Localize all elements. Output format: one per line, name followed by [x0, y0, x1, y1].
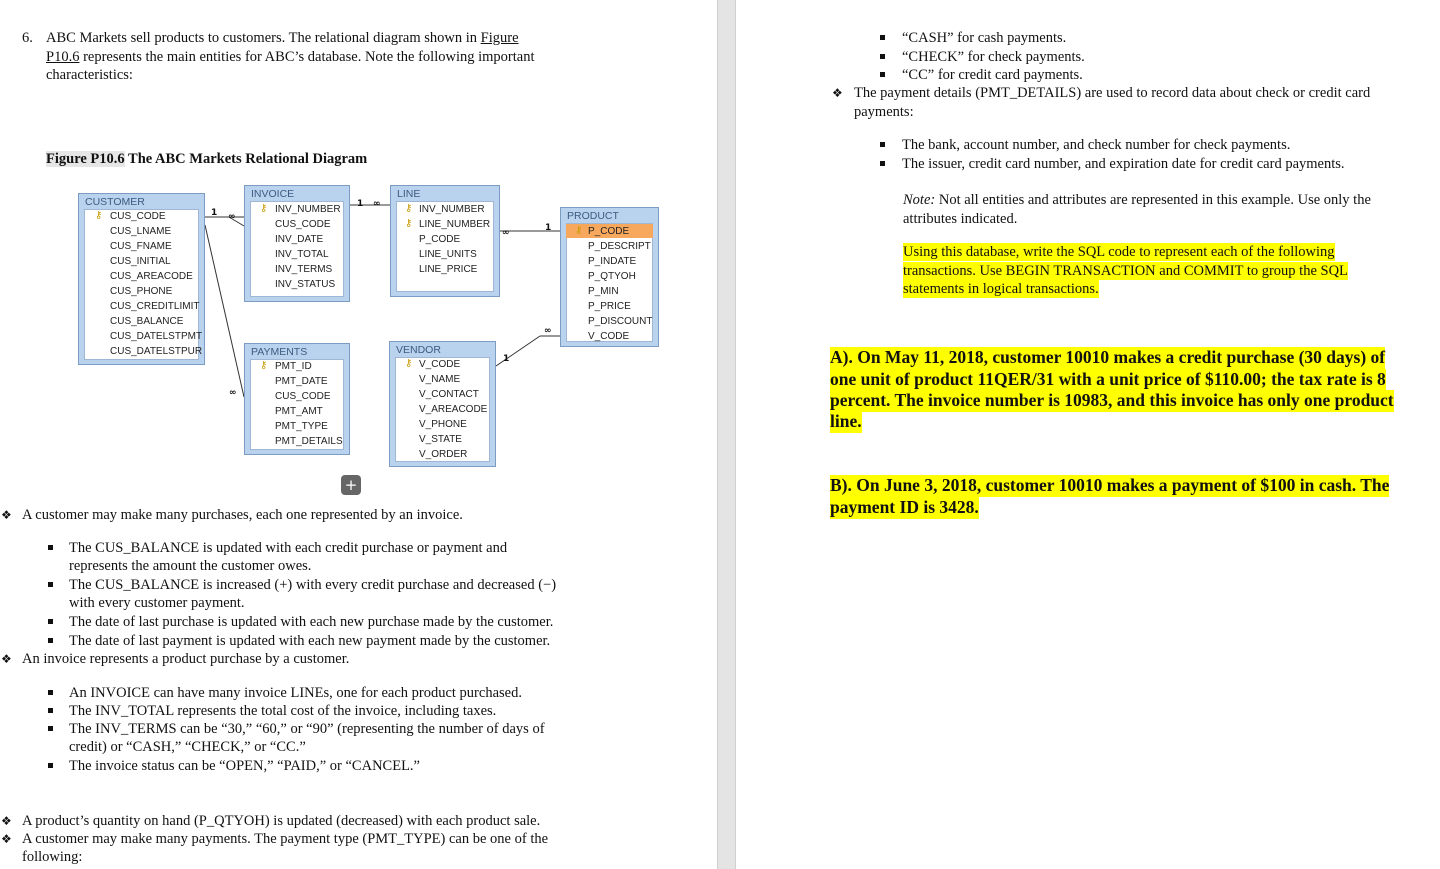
question-number: 6.	[22, 30, 33, 46]
entity-product-title: PRODUCT	[567, 210, 619, 222]
square-bullet-icon	[880, 54, 885, 59]
field-cus-balance: CUS_BALANCE	[110, 316, 184, 327]
field-cus-lname: CUS_LNAME	[110, 226, 172, 237]
square-bullet-icon	[48, 763, 53, 768]
text-inv-terms-a: The INV_TERMS can be “30,” “60,” or “90” (representing the number of days of	[69, 721, 545, 737]
rel-many-label: ∞	[544, 326, 552, 336]
field-p-qtyoh: P_QTYOH	[588, 271, 636, 282]
field-p-code[interactable]: P_CODE	[588, 226, 630, 237]
field-line-number: LINE_NUMBER	[419, 219, 491, 230]
field-inv-number: INV_NUMBER	[275, 204, 341, 215]
field-v-state: V_STATE	[419, 434, 462, 445]
field-v-areacode: V_AREACODE	[419, 404, 488, 415]
field-v-order: V_ORDER	[419, 449, 468, 460]
text-bank-details: The bank, account number, and check number for check payments.	[902, 137, 1291, 153]
figure-caption-number: Figure P10.6	[46, 151, 125, 167]
text-payment-details-b: payments:	[854, 104, 914, 120]
field-line-inv-number: INV_NUMBER	[419, 204, 485, 215]
text-payments-b: following:	[22, 849, 83, 865]
entity-line-title: LINE	[397, 188, 421, 200]
text-last-payment: The date of last payment is updated with each new payment made by the customer.	[69, 633, 551, 649]
field-inv-cus-code: CUS_CODE	[275, 219, 331, 230]
field-p-descript: P_DESCRIPT	[588, 241, 651, 252]
question-line-1: ABC Markets sell products to customers. The relational diagram shown in Figure	[46, 30, 519, 46]
question-line-2: P10.6 represents the main entities for ABC’s database. Note the following important	[46, 49, 535, 65]
note-label: Note:	[903, 192, 936, 208]
square-bullet-icon	[48, 726, 53, 731]
field-line-price: LINE_PRICE	[419, 264, 478, 275]
field-p-min: P_MIN	[588, 286, 619, 297]
text-invoice-lines: An INVOICE can have many invoice LINEs, one for each product purchased.	[69, 685, 522, 701]
diamond-bullet-icon: ❖	[1, 832, 12, 846]
field-inv-terms: INV_TERMS	[275, 264, 333, 275]
primary-key-icon: ⚷	[405, 203, 413, 214]
instruction-line-3: statements in logical transactions.	[903, 281, 1099, 297]
instruction-line-2: transactions. Use BEGIN TRANSACTION and COMMIT to group the SQL	[903, 263, 1348, 279]
figure-number-link[interactable]: P10.6	[46, 49, 80, 65]
diamond-bullet-icon: ❖	[1, 814, 12, 828]
field-pmt-id: PMT_ID	[275, 361, 312, 372]
square-bullet-icon	[880, 35, 885, 40]
figure-caption-title: The ABC Markets Relational Diagram	[124, 151, 368, 167]
left-page	[0, 0, 717, 869]
instruction-line-1: Using this database, write the SQL code to represent each of the following	[903, 244, 1335, 260]
field-line-units: LINE_UNITS	[419, 249, 477, 260]
text-cash: “CASH” for cash payments.	[902, 30, 1067, 46]
rel-one-label: 1	[545, 223, 552, 233]
square-bullet-icon	[48, 690, 53, 695]
field-cus-creditlimit: CUS_CREDITLIMIT	[110, 301, 200, 312]
square-bullet-icon	[880, 72, 885, 77]
field-cus-areacode: CUS_AREACODE	[110, 271, 193, 282]
note-line-1: Note: Not all entities and attributes are represented in this example. Use only the	[903, 192, 1371, 208]
field-product-v-code: V_CODE	[588, 331, 630, 342]
field-cus-initial: CUS_INITIAL	[110, 256, 171, 267]
entity-invoice-title: INVOICE	[251, 188, 295, 200]
primary-key-icon: ⚷	[405, 358, 413, 369]
entity-vendor-title: VENDOR	[396, 344, 441, 356]
field-cus-datelstpur: CUS_DATELSTPUR	[110, 346, 203, 357]
text-inv-terms-b: credit) or “CASH,” “CHECK,” or “CC.”	[69, 739, 306, 755]
rel-many-label: ∞	[502, 228, 510, 238]
field-pmt-details: PMT_DETAILS	[275, 436, 343, 447]
text-balance-2a: The CUS_BALANCE is increased (+) with every credit purchase and decreased (−)	[69, 577, 557, 593]
task-a-line-2: one unit of product 11QER/31 with a unit price of $110.00; the tax rate is 8	[830, 369, 1386, 389]
text-check: “CHECK” for check payments.	[902, 49, 1085, 65]
page-gutter	[717, 0, 736, 869]
field-pmt-amt: PMT_AMT	[275, 406, 323, 417]
primary-key-icon: ⚷	[260, 203, 268, 214]
square-bullet-icon	[48, 619, 53, 624]
field-inv-status: INV_STATUS	[275, 279, 336, 290]
rel-customer-payments	[205, 225, 244, 397]
primary-key-icon: ⚷	[260, 360, 268, 371]
entity-payments-title: PAYMENTS	[251, 346, 308, 358]
field-pmt-cus-code: CUS_CODE	[275, 391, 331, 402]
square-bullet-icon	[880, 161, 885, 166]
text-cc: “CC” for credit card payments.	[902, 67, 1083, 83]
primary-key-icon: ⚷	[95, 210, 103, 221]
field-p-indate: P_INDATE	[588, 256, 637, 267]
text-inv-total: The INV_TOTAL represents the total cost of the invoice, including taxes.	[69, 703, 497, 719]
rel-one-label: 1	[503, 354, 510, 364]
text-customer-purchases: A customer may make many purchases, each one represented by an invoice.	[22, 507, 463, 523]
text-invoice-status: The invoice status can be “OPEN,” “PAID,” or “CANCEL.”	[69, 758, 420, 774]
rel-many-label: ∞	[373, 199, 381, 209]
text-card-details: The issuer, credit card number, and expiration date for credit card payments.	[902, 156, 1345, 172]
text-balance-2b: with every customer payment.	[69, 595, 245, 611]
field-pmt-type: PMT_TYPE	[275, 421, 328, 432]
text-last-purchase: The date of last purchase is updated with each new purchase made by the customer.	[69, 614, 554, 630]
field-cus-fname: CUS_FNAME	[110, 241, 172, 252]
question-line-3: characteristics:	[46, 67, 133, 83]
field-p-price: P_PRICE	[588, 301, 631, 312]
text-qtyoh: A product’s quantity on hand (P_QTYOH) is updated (decreased) with each product sale.	[22, 813, 541, 829]
field-inv-total: INV_TOTAL	[275, 249, 329, 260]
field-v-phone: V_PHONE	[419, 419, 467, 430]
task-b-line-1: B). On June 3, 2018, customer 10010 makes a payment of $100 in cash. The	[830, 475, 1390, 495]
diamond-bullet-icon: ❖	[1, 508, 12, 522]
entity-customer-title: CUSTOMER	[85, 196, 145, 208]
field-cus-phone: CUS_PHONE	[110, 286, 173, 297]
task-a-line-1: A). On May 11, 2018, customer 10010 makes a credit purchase (30 days) of	[830, 347, 1386, 367]
field-v-code: V_CODE	[419, 359, 461, 370]
diamond-bullet-icon: ❖	[832, 86, 843, 100]
right-page	[736, 0, 1440, 869]
square-bullet-icon	[48, 545, 53, 550]
square-bullet-icon	[880, 142, 885, 147]
rel-many-label: ∞	[228, 212, 236, 222]
field-v-contact: V_CONTACT	[419, 389, 479, 400]
square-bullet-icon	[48, 638, 53, 643]
primary-key-icon: ⚷	[575, 225, 583, 236]
task-a-line-4: line.	[830, 411, 862, 431]
text-payment-details-a: The payment details (PMT_DETAILS) are used to record data about check or credit card	[854, 85, 1371, 101]
figure-link[interactable]: Figure	[480, 30, 519, 46]
expand-plus-button[interactable]: +	[341, 475, 361, 495]
field-v-name: V_NAME	[419, 374, 461, 385]
field-pmt-date: PMT_DATE	[275, 376, 328, 387]
field-cus-datelstpmt: CUS_DATELSTPMT	[110, 331, 203, 342]
text-payments-a: A customer may make many payments. The payment type (PMT_TYPE) can be one of the	[22, 831, 549, 847]
field-line-p-code: P_CODE	[419, 234, 461, 245]
primary-key-icon: ⚷	[405, 218, 413, 229]
rel-one-label: 1	[211, 208, 218, 218]
text-balance-1a: The CUS_BALANCE is updated with each credit purchase or payment and	[69, 540, 508, 556]
field-cus-code: CUS_CODE	[110, 211, 166, 222]
rel-many-label: ∞	[229, 388, 237, 398]
field-inv-date: INV_DATE	[275, 234, 324, 245]
diamond-bullet-icon: ❖	[1, 652, 12, 666]
text-balance-1b: represents the amount the customer owes.	[69, 558, 312, 574]
rel-one-label: 1	[357, 199, 364, 209]
task-b-line-2: payment ID is 3428.	[830, 497, 979, 517]
text-invoice-represents: An invoice represents a product purchase by a customer.	[22, 651, 350, 667]
square-bullet-icon	[48, 708, 53, 713]
field-p-discount: P_DISCOUNT	[588, 316, 653, 327]
task-a-line-3: percent. The invoice number is 10983, and this invoice has only one product	[830, 390, 1394, 410]
note-line-2: attributes indicated.	[903, 211, 1018, 227]
square-bullet-icon	[48, 582, 53, 587]
